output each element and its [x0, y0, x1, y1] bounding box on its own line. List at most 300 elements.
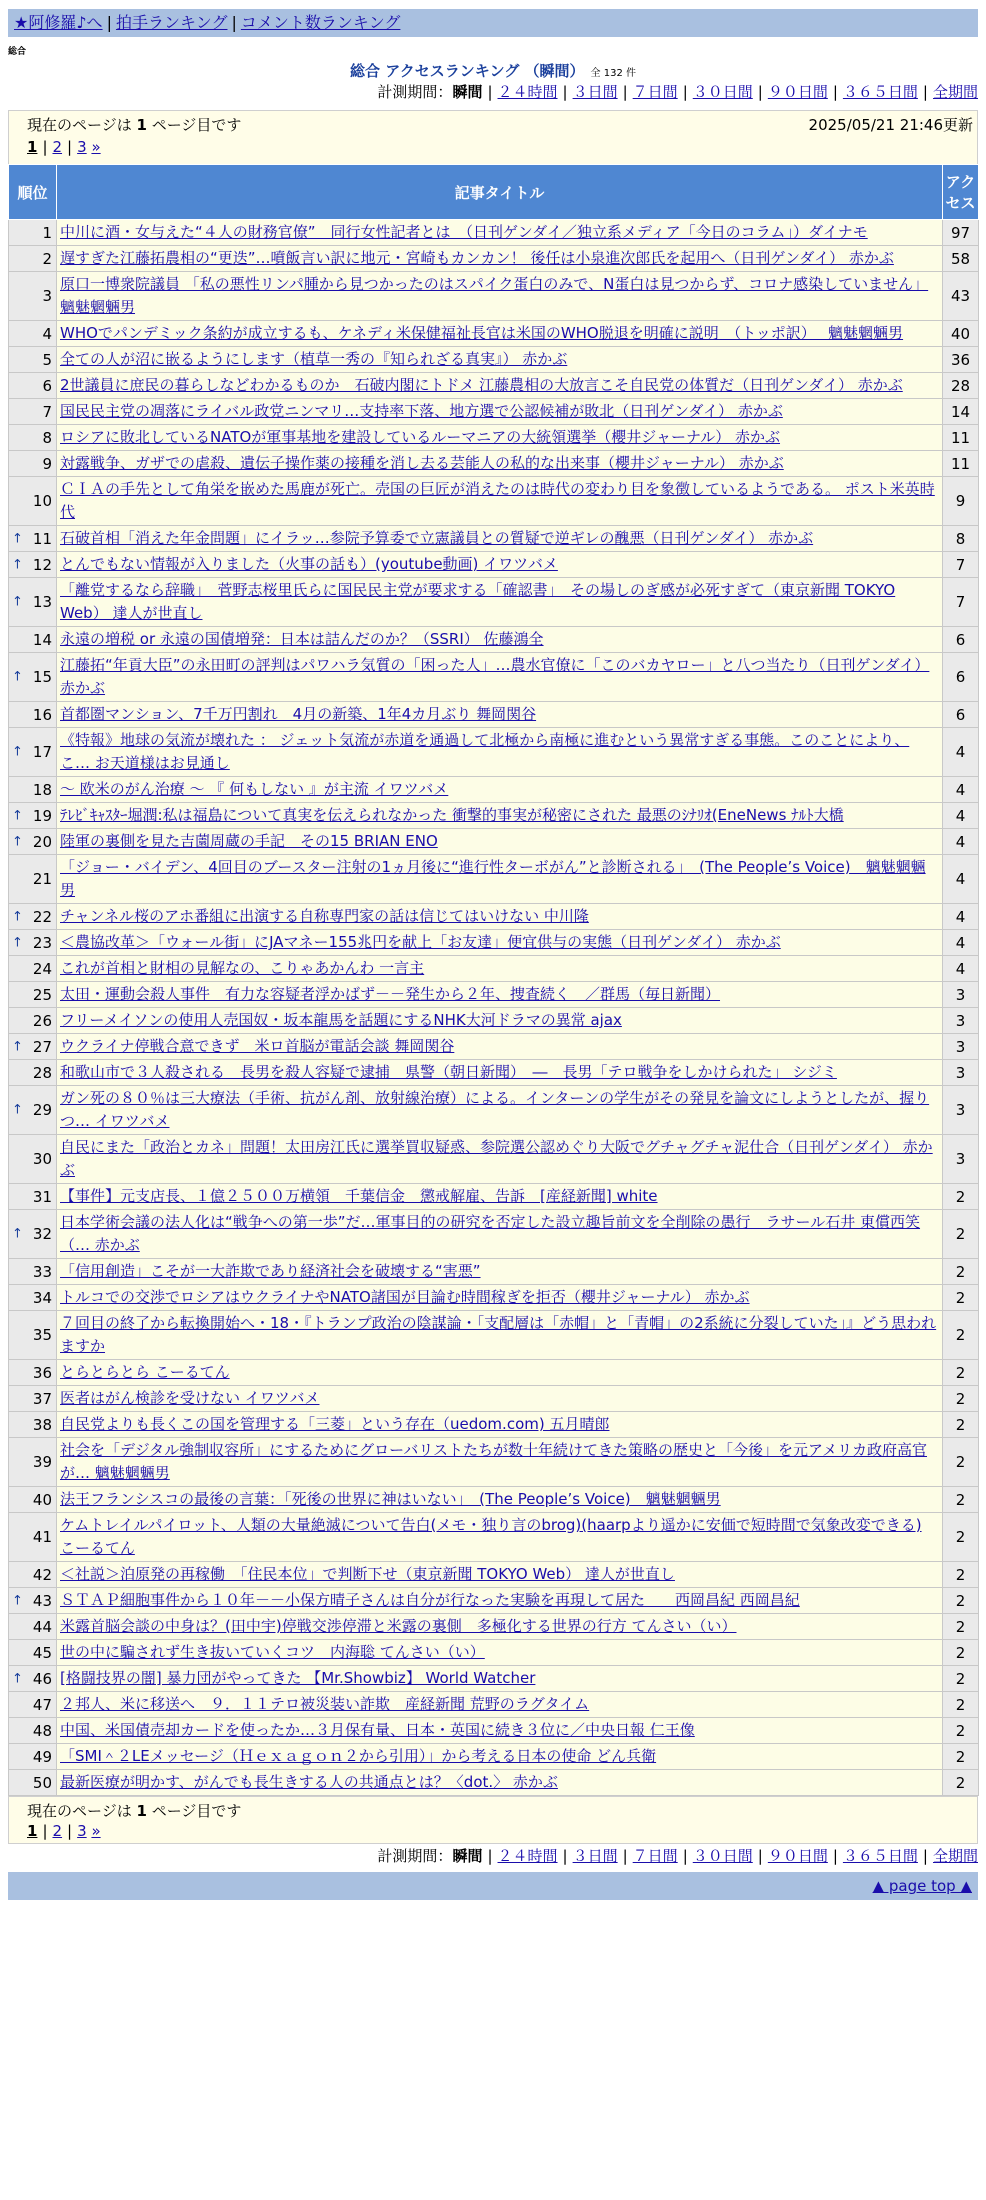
title-cell [57, 220, 943, 246]
article-title-link[interactable]: とんでもない情報が入りました（火事の話も）(youtube動画) イワツバメ [60, 555, 558, 573]
period-separator: | [832, 83, 838, 101]
rank-cell [9, 1135, 57, 1184]
article-title-link[interactable]: ２邦人、米に移送へ ９．１１テロ被災装い詐欺 産経新聞 荒野のラグタイム [60, 1695, 590, 1713]
rank-number: 40 [32, 1490, 52, 1509]
access-count: 2 [943, 1744, 979, 1770]
article-title-link[interactable]: チャンネル桜のアホ番組に出演する自称専門家の話は信じてはいけない 中川隆 [60, 907, 589, 925]
rank-number: 28 [32, 1063, 52, 1082]
access-count: 2 [943, 1311, 979, 1360]
table-row [9, 347, 979, 373]
period-separator: | [832, 1847, 838, 1865]
nav-link-applause-ranking[interactable]: 拍手ランキング [115, 13, 228, 32]
table-row [9, 1135, 979, 1184]
pagination [27, 138, 101, 156]
access-count: 2 [943, 1487, 979, 1513]
rank-cell [9, 1487, 57, 1513]
access-count: 7 [943, 552, 979, 578]
article-title-link[interactable]: 首都圏マンション、7千万円割れ 4月の新築、1年4カ月ぶり 舞岡関谷 [60, 705, 537, 723]
period-option[interactable]: ７日間 [632, 1847, 678, 1865]
title-cell [57, 1412, 943, 1438]
table-row [9, 1640, 979, 1666]
table-row [9, 477, 979, 526]
rank-cell [9, 1086, 57, 1135]
footer-bar [8, 1872, 978, 1900]
rank-cell [9, 425, 57, 451]
rank-number: 15 [32, 668, 52, 686]
article-title-link[interactable]: 全ての人が沼に嵌るようにします（植草一秀の『知られざる真実』） 赤かぶ [60, 350, 568, 368]
rank-number: 8 [42, 428, 52, 447]
period-option[interactable]: ２４時間 [497, 83, 558, 101]
rank-cell [9, 1060, 57, 1086]
access-count: 4 [943, 855, 979, 904]
rank-cell [9, 1770, 57, 1796]
table-row [9, 982, 979, 1008]
rank-cell [9, 627, 57, 653]
title-cell [57, 728, 943, 777]
rank-cell [9, 829, 57, 855]
title-cell [57, 1562, 943, 1588]
rank-cell [9, 1718, 57, 1744]
period-label: 計測期間： [377, 83, 453, 101]
article-title-link[interactable]: ロシアに敗北しているNATOが軍事基地を建設しているルーマニアの大統領選挙（櫻井ジャーナル） 赤かぶ [60, 428, 781, 446]
access-count: 11 [943, 451, 979, 477]
top-navigation-bar [8, 9, 978, 37]
title-cell [57, 1692, 943, 1718]
period-separator: | [682, 83, 688, 101]
page-link[interactable]: 2 [52, 138, 63, 156]
rank-up-arrow-icon: ↑ [12, 531, 23, 546]
article-title-link[interactable]: トルコでの交渉でロシアはウクライナやNATO諸国が目論む時間稼ぎを拒否（櫻井ジャーナル） 赤かぶ [60, 1288, 750, 1306]
access-count: 3 [943, 1008, 979, 1034]
rank-number: 16 [32, 705, 52, 724]
period-option[interactable]: 全期間 [932, 83, 978, 101]
article-title-link[interactable]: [格闘技界の闇] 暴力団がやってきた 【Mr.Showbiz】 World Watcher [60, 1669, 536, 1687]
table-row [9, 1034, 979, 1060]
rank-cell [9, 321, 57, 347]
title-cell [57, 1311, 943, 1360]
article-title-link[interactable]: 2世議員に庶民の暮らしなどわかるものか 石破内閣にトドメ 江藤農相の大放言こそ自民党の体質だ（日刊ゲンダイ） 赤かぶ [60, 376, 903, 394]
article-title-link[interactable]: 最新医療が明かす、がんでも長生きする人の共通点とは？〈dot.〉 赤かぶ [60, 1773, 558, 1791]
title-cell [57, 1285, 943, 1311]
table-row [9, 1386, 979, 1412]
page-link[interactable]: 3 [77, 138, 87, 156]
table-row [9, 1311, 979, 1360]
article-title-link[interactable]: 社会を「デジタル強制収容所」にするためにグローバリストたちが数十年続けてきた策略の歴史と「今後」を元アメリカ政府高官が… 魑魅魍魎男 [60, 1441, 928, 1482]
period-separator: | [622, 1847, 628, 1865]
access-count: 14 [943, 399, 979, 425]
title-cell [57, 425, 943, 451]
title-cell [57, 321, 943, 347]
nav-separator: | [106, 13, 112, 32]
table-row [9, 702, 979, 728]
page-link: 1 [27, 138, 38, 156]
rank-number: 26 [32, 1011, 52, 1030]
access-count: 2 [943, 1259, 979, 1285]
article-title-link[interactable]: 自民党よりも長くこの国を管理する「三菱」という存在（uedom.com) 五月晴郎 [60, 1415, 610, 1433]
access-count: 2 [943, 1360, 979, 1386]
table-row [9, 1562, 979, 1588]
title-cell [57, 1135, 943, 1184]
access-count: 2 [943, 1614, 979, 1640]
period-option[interactable]: 全期間 [932, 1847, 978, 1865]
article-title-link[interactable]: 遅すぎた江藤拓農相の“更迭”…噴飯言い訳に地元・宮崎もカンカン！ 後任は小泉進次郎氏を起用へ（日刊ゲンダイ） 赤かぶ [60, 249, 894, 267]
rank-cell [9, 982, 57, 1008]
article-title-link[interactable]: 「離党するなら辞職」 菅野志桜里氏らに国民民主党が要求する「確認書」 その場しのぎ感が必死すぎて（東京新聞 TOKYO Web） 達人が世直し [60, 581, 896, 622]
access-count: 3 [943, 1086, 979, 1135]
table-row [9, 1614, 979, 1640]
article-title-link[interactable]: フリーメイソンの使用人売国奴・坂本龍馬を話題にするNHK大河ドラマの異常 ajax [60, 1011, 622, 1029]
period-option[interactable]: ７日間 [632, 83, 678, 101]
access-count: 2 [943, 1562, 979, 1588]
rank-number: 37 [32, 1389, 52, 1408]
article-title-link[interactable]: ガン死の８０％は三大療法（手術、抗がん剤、放射線治療）による。インターンの学生がその発見を論文にしようとしたが、握りつ… イワツバメ [60, 1089, 930, 1130]
article-title-link[interactable]: 原口一博衆院議員 「私の悪性リンパ腫から見つかったのはスパイク蛋白のみで、N蛋白は見つからず、コロナ感染していません」 魑魅魍魎男 [60, 275, 929, 316]
rank-number: 42 [32, 1565, 52, 1584]
title-cell [57, 982, 943, 1008]
access-count: 4 [943, 777, 979, 803]
article-title-link[interactable]: これが首相と財相の見解なの、こりゃあかんわ 一言主 [60, 959, 425, 977]
period-separator: | [622, 83, 628, 101]
access-count: 6 [943, 702, 979, 728]
ranking-table [8, 164, 979, 1796]
rank-cell [9, 1412, 57, 1438]
access-count: 2 [943, 1666, 979, 1692]
table-row [9, 627, 979, 653]
access-count: 6 [943, 627, 979, 653]
article-title-link[interactable]: 《特報》地球の気流が壊れた ： ジェット気流が赤道を通過して北極から南極に進むという異常すぎる事態。このことにより、こ… お天道様はお見通し [60, 731, 910, 772]
access-count: 7 [943, 578, 979, 627]
rank-number: 39 [32, 1453, 52, 1471]
article-title-link[interactable]: 日本学術会議の法人化は“戦争への第一歩”だ…軍事目的の研究を否定した設立趣旨前文を全削除の愚行 ラサール石井 東償西笑（… 赤かぶ [60, 1213, 921, 1254]
rank-cell [9, 578, 57, 627]
page-separator: | [42, 138, 48, 156]
rank-cell [9, 552, 57, 578]
title-cell [57, 1614, 943, 1640]
title-cell [57, 1588, 943, 1614]
title-cell [57, 272, 943, 321]
article-title-link[interactable]: 中川に酒・女与えた“４人の財務官僚” 同行女性記者とは （日刊ゲンダイ／独立系メディア「今日のコラム」）ダイナモ [60, 223, 868, 241]
rank-number: 6 [42, 376, 52, 395]
period-option[interactable]: ３６５日間 [842, 1847, 918, 1865]
table-row [9, 1513, 979, 1562]
rank-number: 10 [32, 492, 52, 510]
access-count: 58 [943, 246, 979, 272]
period-selector-bottom [377, 1846, 978, 1866]
access-count: 2 [943, 1386, 979, 1412]
rank-up-arrow-icon: ↑ [12, 557, 23, 572]
title-cell [57, 855, 943, 904]
rank-cell [9, 477, 57, 526]
rank-column-header: 順位 [9, 165, 57, 220]
rank-number: 2 [42, 249, 52, 268]
article-title-link[interactable]: 中国、米国債売却カードを使ったか…３月保有量、日本・英国に続き３位に／中央日報 仁王像 [60, 1721, 695, 1739]
period-option[interactable]: ９０日間 [767, 83, 828, 101]
article-title-link[interactable]: 和歌山市で３人殺される 長男を殺人容疑で逮捕 県警（朝日新聞） ― 長男「テロ戦争をしかけられた」 シジミ [60, 1063, 837, 1081]
access-count: 2 [943, 1770, 979, 1796]
access-count: 97 [943, 220, 979, 246]
article-title-link[interactable]: ＳＴＡＰ細胞事件から１０年－－小保方晴子さんは自分が行なった実験を再現して居た 西岡昌紀 西岡昌紀 [60, 1591, 800, 1609]
rank-cell [9, 1640, 57, 1666]
rank-up-arrow-icon: ↑ [12, 808, 23, 823]
page-separator: | [67, 138, 73, 156]
period-option[interactable]: ３０日間 [692, 83, 753, 101]
rank-up-arrow-icon: ↑ [12, 1671, 23, 1686]
article-title-link[interactable]: 米露首脳会談の中身は？(田中宇)停戦交渉停滞と米露の裏側 多極化する世界の行方 てんさい（い） [60, 1617, 737, 1635]
title-cell [57, 1210, 943, 1259]
rank-cell [9, 347, 57, 373]
period-option[interactable]: ９０日間 [767, 1847, 828, 1865]
access-count: 2 [943, 1588, 979, 1614]
table-row [9, 451, 979, 477]
article-title-link[interactable]: 「SMI＾２LEメッセージ（Ｈｅｘａｇｏｎ２から引用）」から考える日本の使命 どん兵衛 [60, 1747, 657, 1765]
access-count: 36 [943, 347, 979, 373]
period-label: 計測期間： [377, 1847, 453, 1865]
article-title-link[interactable]: ＜農協改革＞「ウォール街」にJAマネー155兆円を献上「お友達」便宜供与の実態（日刊ゲンダイ） 赤かぶ [60, 933, 781, 951]
table-row [9, 1086, 979, 1135]
article-title-link[interactable]: ウクライナ停戦合意できず 米ロ首脳が電話会談 舞岡関谷 [60, 1037, 455, 1055]
rank-number: 32 [32, 1225, 52, 1243]
page-info: 現在のページは 1 ページ目です [27, 116, 242, 134]
title-cell [57, 1060, 943, 1086]
title-cell [57, 1438, 943, 1487]
access-count: 2 [943, 1438, 979, 1487]
table-row [9, 220, 979, 246]
title-cell [57, 451, 943, 477]
article-title-link[interactable]: 江藤拓“年貢大臣”の永田町の評判はパワハラ気質の「困った人」…農水官僚に「このバカヤロー」と八つ当たり（日刊ゲンダイ） 赤かぶ [60, 656, 930, 697]
article-title-link[interactable]: 対露戦争、ガザでの虐殺、遺伝子操作薬の接種を消し去る芸能人の私的な出来事（櫻井ジャーナル） 赤かぶ [60, 454, 784, 472]
title-cell [57, 904, 943, 930]
article-title-link[interactable]: 【事件】元支店長、１億２５００万横領 千葉信金 懲戒解雇、告訴 [産経新聞] white [60, 1187, 658, 1205]
article-title-link[interactable]: 「ジョー・バイデン、4回目のブースター注射の1ヵ月後に“進行性ターボがん”と診断される」 (The People’s Voice) 魑魅魍魎男 [60, 858, 926, 899]
access-count: 2 [943, 1412, 979, 1438]
table-row [9, 1744, 979, 1770]
rank-cell [9, 1034, 57, 1060]
title-cell [57, 1360, 943, 1386]
rank-number: 7 [42, 402, 52, 421]
access-count: 43 [943, 272, 979, 321]
page-info-box [8, 110, 978, 164]
page-top-link[interactable]: ▲ page top ▲ [872, 1877, 972, 1895]
rank-number: 48 [32, 1721, 52, 1740]
title-cell [57, 956, 943, 982]
rank-number: 47 [32, 1695, 52, 1714]
article-title-link[interactable]: ＣＩＡの手先として角栄を嵌めた馬鹿が死亡。売国の巨匠が消えたのは時代の変わり目を象徴しているようである。 ポスト米英時代 [60, 480, 935, 521]
updated-timestamp: 2025/05/21 21:46更新 [808, 116, 973, 134]
table-row [9, 1360, 979, 1386]
access-count: 2 [943, 1285, 979, 1311]
access-count: 2 [943, 1210, 979, 1259]
rank-number: 27 [32, 1037, 52, 1056]
article-title-link[interactable]: 陸軍の裏側を見た吉薗周蔵の手記 その15 BRIAN ENO [60, 832, 438, 850]
access-count: 4 [943, 904, 979, 930]
rank-number: 19 [32, 806, 52, 825]
rank-cell [9, 777, 57, 803]
access-count: 40 [943, 321, 979, 347]
nav-link-comment-ranking[interactable]: コメント数ランキング [240, 13, 401, 32]
title-cell [57, 777, 943, 803]
rank-up-arrow-icon: ↑ [12, 669, 23, 685]
title-cell [57, 578, 943, 627]
ranking-title: 総合 アクセスランキング （瞬間） [350, 62, 585, 80]
article-title-link[interactable]: 国民民主党の凋落にライバル政党ニンマリ…支持率下落、地方選で公認候補が敗北（日刊ゲンダイ） 赤かぶ [60, 402, 783, 420]
rank-cell [9, 803, 57, 829]
rank-cell [9, 855, 57, 904]
rank-number: 11 [32, 529, 52, 548]
rank-up-arrow-icon: ↑ [12, 909, 23, 924]
rank-cell [9, 653, 57, 702]
table-row [9, 552, 979, 578]
rank-up-arrow-icon: ↑ [12, 1226, 23, 1242]
article-title-link[interactable]: 自民にまた「政治とカネ」問題！太田房江氏に選挙買収疑惑、参院選公認めぐり大阪でグチャグチャ泥仕合（日刊ゲンダイ） 赤かぶ [60, 1138, 933, 1179]
title-cell [57, 1386, 943, 1412]
article-title-link[interactable]: ＜社説＞泊原発の再稼働 「住民本位」で判断下せ（東京新聞 TOKYO Web） 達人が世直し [60, 1565, 675, 1583]
table-row [9, 1060, 979, 1086]
table-row [9, 904, 979, 930]
access-count: 11 [943, 425, 979, 451]
period-separator: | [682, 1847, 688, 1865]
article-title-link[interactable]: ７回目の終了から転換開始へ・18・『トランプ政治の陰謀論・「支配層は「赤帽」と「青帽」の2系統に分裂していた」』どう思われますか [60, 1314, 937, 1355]
rank-cell [9, 1210, 57, 1259]
article-title-link[interactable]: ～ 欧米のがん治療 ～ 『 何もしない 』が主流 イワツバメ [60, 780, 449, 798]
rank-cell [9, 526, 57, 552]
page-info-box-bottom [8, 1796, 978, 1844]
table-row [9, 246, 979, 272]
rank-number: 41 [32, 1528, 52, 1546]
period-option[interactable]: ２４時間 [497, 1847, 558, 1865]
period-option[interactable]: ３０日間 [692, 1847, 753, 1865]
access-count: 8 [943, 526, 979, 552]
nav-link-ashura[interactable]: ★阿修羅♪へ [14, 13, 103, 32]
access-count: 6 [943, 653, 979, 702]
rank-up-arrow-icon: ↑ [12, 935, 23, 950]
period-selector [377, 82, 978, 102]
rank-number: 23 [32, 933, 52, 952]
title-cell [57, 552, 943, 578]
access-count: 3 [943, 1060, 979, 1086]
rank-number: 43 [32, 1591, 52, 1610]
article-title-link[interactable]: WHOでパンデミック条約が成立するも、ケネディ米保健福祉長官は米国のWHO脱退を明確に説明 （トッポ訳） 魑魅魍魎男 [60, 324, 904, 342]
rank-number: 22 [32, 907, 52, 926]
access-count: 28 [943, 373, 979, 399]
access-count: 3 [943, 1034, 979, 1060]
table-row [9, 425, 979, 451]
title-cell [57, 1744, 943, 1770]
table-row [9, 272, 979, 321]
rank-number: 9 [42, 454, 52, 473]
rank-number: 29 [32, 1101, 52, 1119]
table-row [9, 930, 979, 956]
page-separator: | [67, 1822, 73, 1840]
title-cell [57, 803, 943, 829]
article-title-link[interactable]: 法王フランシスコの最後の言葉：「死後の世界に神はいない」 (The People’s Voice) 魑魅魍魎男 [60, 1490, 721, 1508]
rank-cell [9, 904, 57, 930]
rank-number: 38 [32, 1415, 52, 1434]
table-row [9, 1666, 979, 1692]
rank-cell [9, 220, 57, 246]
period-separator: | [922, 83, 928, 101]
title-cell [57, 1184, 943, 1210]
article-title-link[interactable]: ケムトレイルパイロット、人類の大量絶滅について告白(メモ・独り言のbrog)(haarpより遥かに安価で短時間で気象改変できる) こーるてん [60, 1516, 922, 1557]
rank-number: 46 [32, 1669, 52, 1688]
rank-number: 13 [32, 593, 52, 611]
rank-cell [9, 930, 57, 956]
rank-number: 17 [32, 743, 52, 761]
access-count: 4 [943, 803, 979, 829]
article-title-link[interactable]: ﾃﾚﾋﾞｷｬｽﾀｰ堀潤:私は福島について真実を伝えられなかった 衝撃的事実が秘密にされた 最悪のｼﾅﾘｵ(EneNews ﾅﾙﾄ大橋 [60, 806, 844, 824]
nav-separator: | [231, 13, 237, 32]
access-count: 4 [943, 829, 979, 855]
article-title-link[interactable]: 世の中に騙されず生き抜いていくコツ 内海聡 てんさい（い） [60, 1643, 485, 1661]
table-row [9, 373, 979, 399]
period-separator: | [757, 83, 763, 101]
period-option: 瞬間 [452, 83, 483, 101]
article-title-link[interactable]: 「信用創造」こそが一大詐欺であり経済社会を破壊する“害悪” [60, 1262, 481, 1280]
page-link[interactable]: 2 [52, 1822, 63, 1840]
period-option[interactable]: ３６５日間 [842, 83, 918, 101]
rank-up-arrow-icon: ↑ [12, 1039, 23, 1054]
rank-number: 34 [32, 1288, 52, 1307]
category-label: 総合 [8, 47, 27, 57]
title-cell [57, 1034, 943, 1060]
title-cell [57, 246, 943, 272]
article-title-link[interactable]: 石破首相「消えた年金問題」にイラッ…参院予算委で立憲議員との質疑で逆ギレの醜悪（日刊ゲンダイ） 赤かぶ [60, 529, 814, 547]
access-count: 3 [943, 1135, 979, 1184]
article-title-link[interactable]: 医者はがん検診を受けない イワツバメ [60, 1389, 320, 1407]
next-page-link[interactable]: » [91, 138, 101, 156]
article-title-link[interactable]: とらとらとら こーるてん [60, 1363, 230, 1381]
period-option[interactable]: ３日間 [572, 1847, 618, 1865]
table-row [9, 1412, 979, 1438]
table-row [9, 1588, 979, 1614]
article-title-link[interactable]: 太田・運動会殺人事件 有力な容疑者浮かばず－－発生から２年、捜査続く ／群馬（毎日新聞） [60, 985, 721, 1003]
page-link[interactable]: 3 [77, 1822, 87, 1840]
period-option[interactable]: ３日間 [572, 83, 618, 101]
table-row [9, 1770, 979, 1796]
rank-up-arrow-icon: ↑ [12, 1593, 23, 1608]
table-row [9, 728, 979, 777]
article-count: 全 132 件 [590, 68, 636, 79]
access-count: 9 [943, 477, 979, 526]
rank-number: 4 [42, 324, 52, 343]
table-row [9, 321, 979, 347]
rank-number: 1 [42, 223, 52, 242]
rank-number: 49 [32, 1747, 52, 1766]
access-count: 4 [943, 728, 979, 777]
table-row [9, 1184, 979, 1210]
title-cell [57, 526, 943, 552]
rank-number: 45 [32, 1643, 52, 1662]
access-count: 2 [943, 1184, 979, 1210]
table-row [9, 1259, 979, 1285]
table-row [9, 1438, 979, 1487]
title-cell [57, 702, 943, 728]
access-count: 2 [943, 1513, 979, 1562]
rank-number: 30 [32, 1150, 52, 1168]
title-cell [57, 399, 943, 425]
rank-number: 21 [32, 870, 52, 888]
rank-cell [9, 1614, 57, 1640]
period-separator: | [922, 1847, 928, 1865]
next-page-link[interactable]: » [91, 1822, 101, 1840]
title-column-header: 記事タイトル [57, 165, 943, 220]
table-row [9, 526, 979, 552]
rank-cell [9, 1311, 57, 1360]
table-row [9, 956, 979, 982]
article-title-link[interactable]: 永遠の増税 or 永遠の国債増発：日本は詰んだのか？（SSRI） 佐藤鴻全 [60, 630, 544, 648]
page-info-bottom: 現在のページは 1 ページ目です [27, 1802, 242, 1820]
title-cell [57, 1770, 943, 1796]
title-cell [57, 1259, 943, 1285]
